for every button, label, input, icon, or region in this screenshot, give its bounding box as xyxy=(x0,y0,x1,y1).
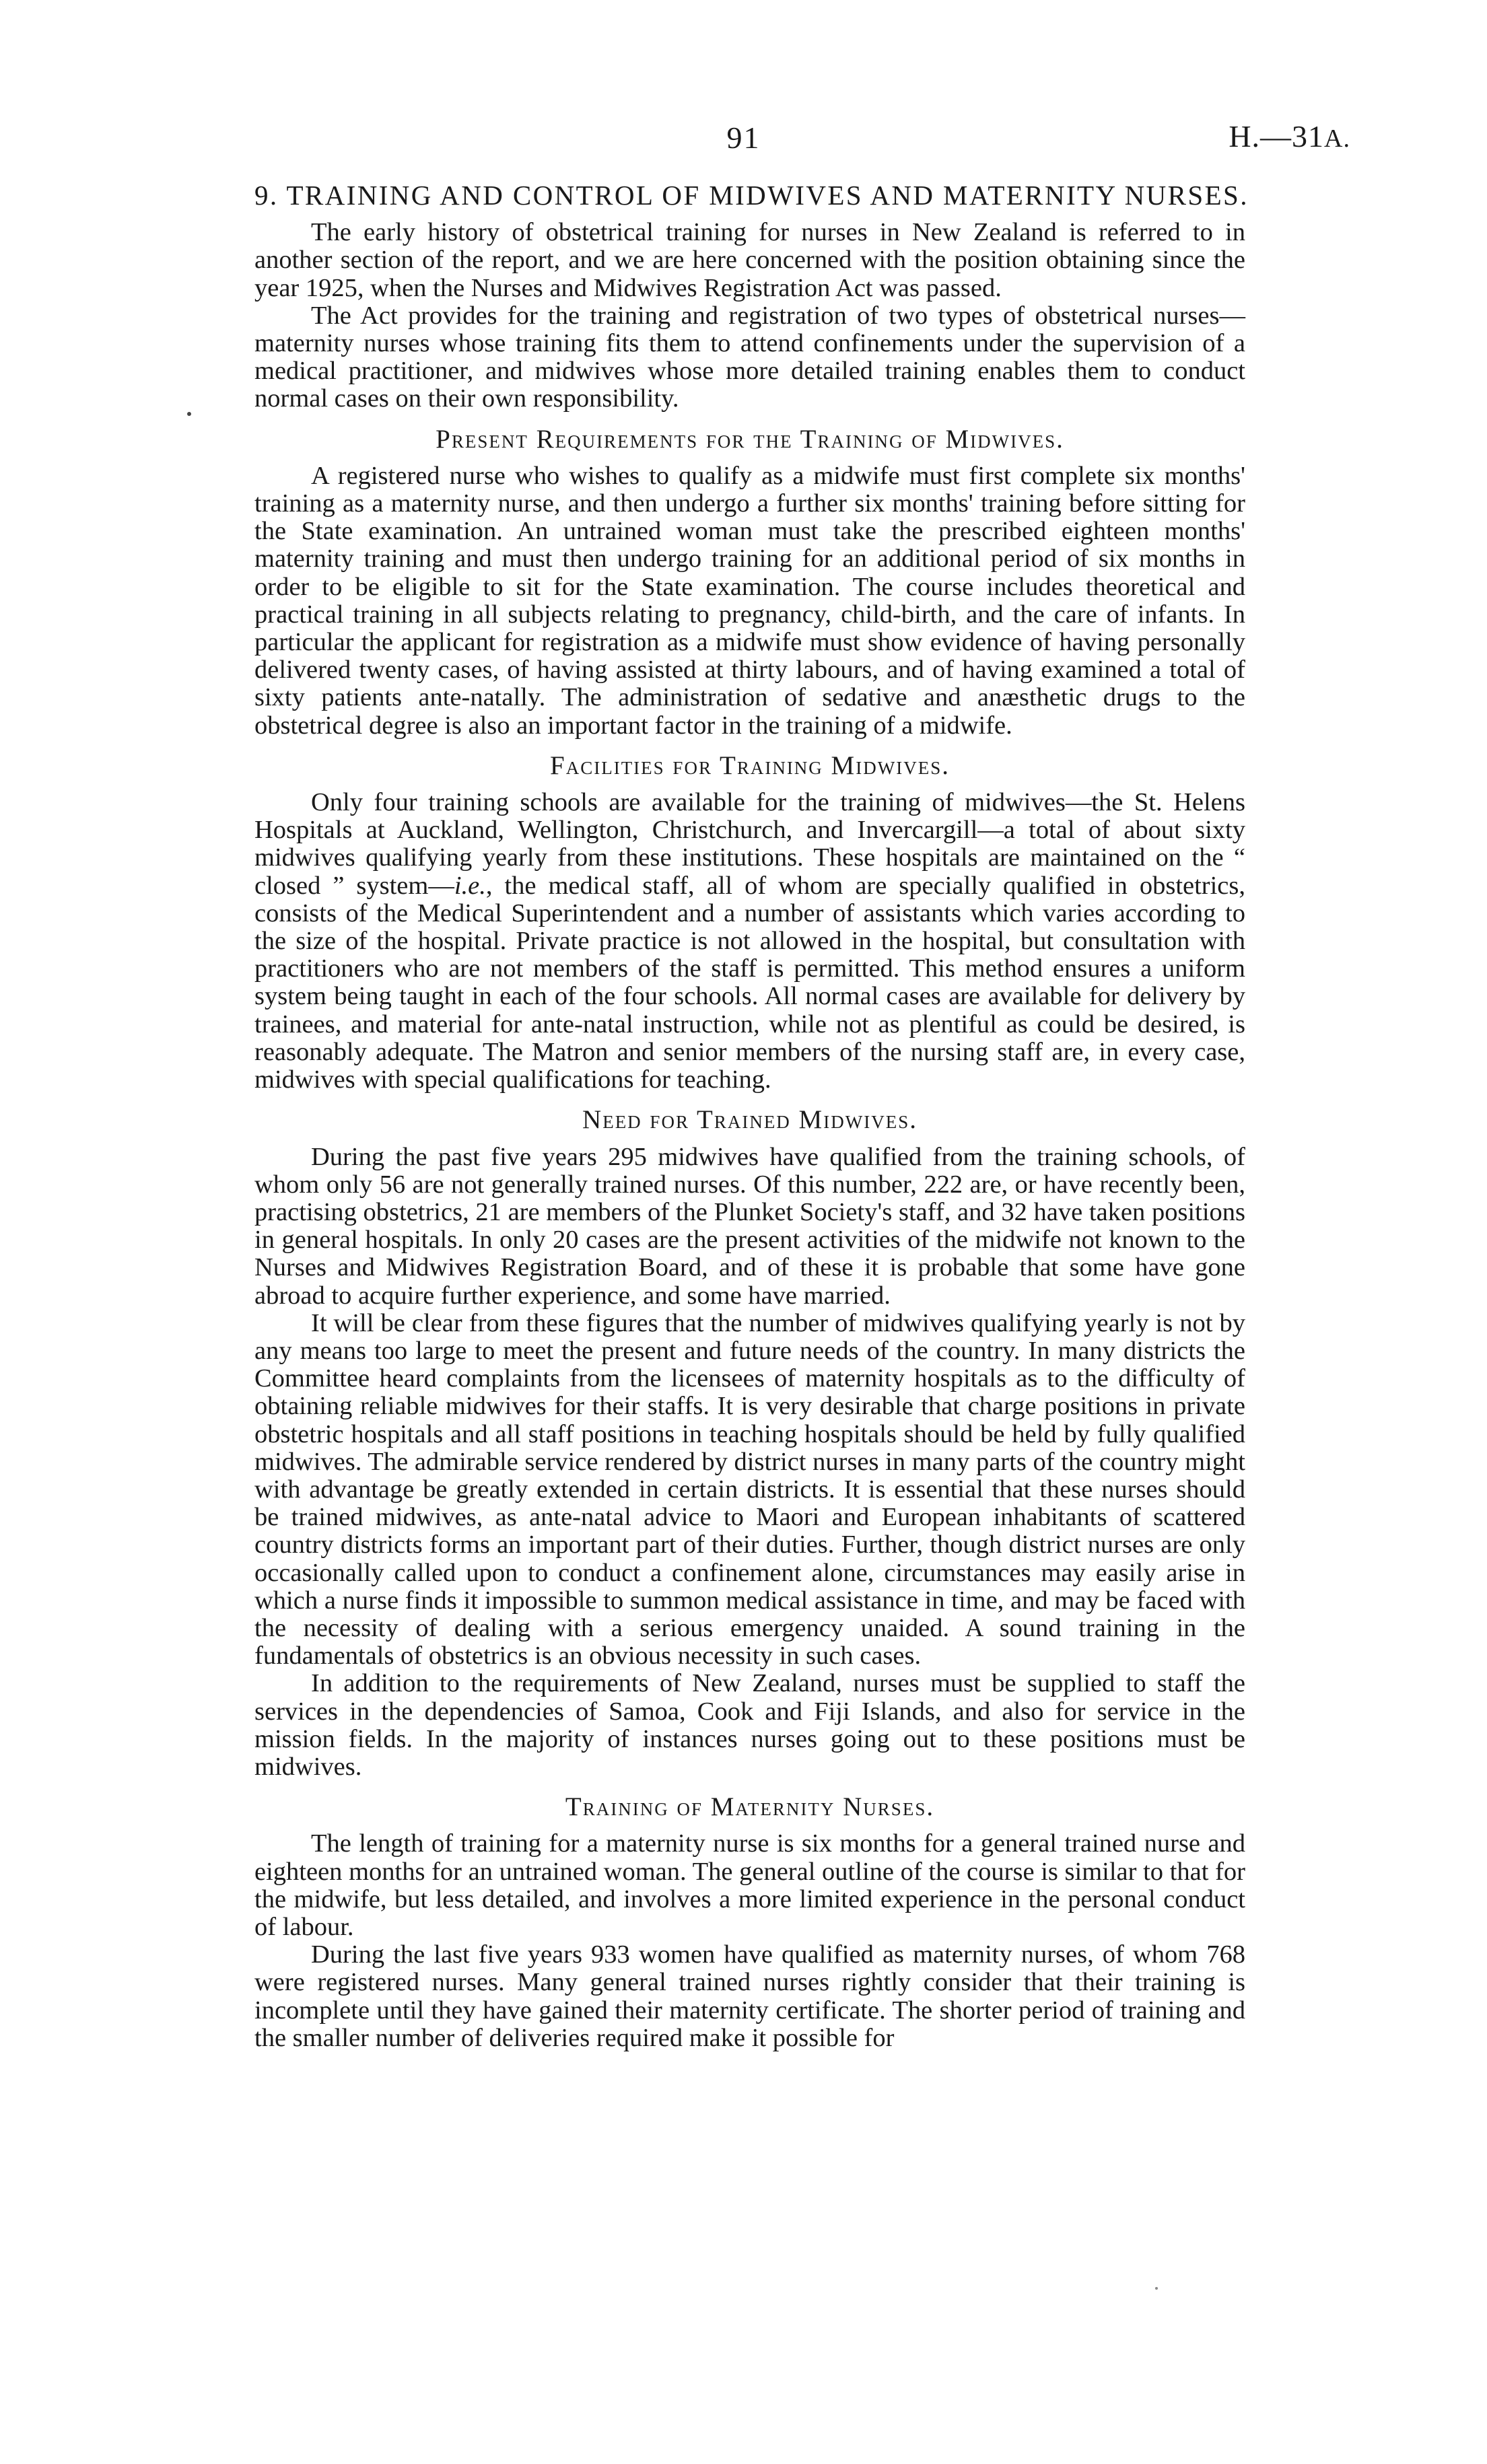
section-title: 9. TRAINING AND CONTROL OF MIDWIVES AND MATERNITY NURSES. xyxy=(254,180,1249,211)
page-body xyxy=(254,180,1249,2052)
page-number: 91 xyxy=(726,120,761,155)
reference-suffix: A. xyxy=(1324,125,1350,153)
heading-maternity-training: Training of Maternity Nurses. xyxy=(565,1792,935,1822)
need-paragraph-2: It will be clear from these figures that the number of midwives qualifying yearly is not by any means too large to meet the present and future needs of the country. In many districts the Committee heard complaints from the licensees of maternity hospitals as to the difficulty of obtaining reliable midwives for their staffs. It is very desirable that charge positions in private obstetric hospitals and all staff positions in teaching hospitals should be held by fully qualified midwives. The admirable service rendered by district nurses in many parts of the country might with advantage be greatly extended in certain districts. It is essential that these nurses should be trained midwives, as ante-natal advice to Maori and European inhabitants of scattered country districts forms an important part of their duties. Further, though district nurses are only occasionally called upon to conduct a confinement alone, circumstances may easily arise in which a nurse finds it impossible to summon medical assistance in time, and may be faced with the necessity of dealing with a serious emergency unaided. A sound training in the fundamentals of obstetrics is an obvious necessity in such cases. xyxy=(254,1308,1245,1670)
maternity-paragraph-1: The length of training for a maternity nurse is six months for a general trained nurse and eighteen months for an untrained woman. The general outline of the course is similar to that for the midwife, but less detailed, and involves a more limited experience in the personal conduct of labour. xyxy=(254,1829,1245,1941)
facilities-paragraph-1 xyxy=(254,789,1245,1094)
need-paragraph-3: In addition to the requirements of New Zealand, nurses must be supplied to staff the services in the dependencies of Samoa, Cook and Fiji Islands, and also for service in the mission fields. In the majority of instances nurses going out to these positions must be midwives. xyxy=(254,1669,1245,1781)
need-paragraph-1: During the past five years 295 midwives have qualified from the training schools, of whom only 56 are not generally trained nurses. Of this number, 222 are, or have recently been, practising obstetrics, 21 are members of the Plunket Society's staff, and 32 have taken positions in general hospitals. In only 20 cases are the present activities of the midwife not known to the Nurses and Midwives Registration Board, and of these it is probable that some have gone abroad to acquire further experience, and some have married. xyxy=(254,1142,1245,1310)
document-reference xyxy=(1229,118,1350,154)
intro-paragraph-1: The early history of obstetrical training for nurses in New Zealand is referred to in another section of the report, and we are here concerned with the position obtaining since the year 1925, when the Nurses and Midwives Registration Act was passed. xyxy=(254,218,1245,302)
facilities-text-part-1: Only four training schools are available for the training of midwives—the St. Helens Hospitals at Auckland, Wellington, Christchurch, and Invercargill—a total of about sixty midwives qualifying yearly from these institutions. These hospitals are maintained on the “ closed ” system— xyxy=(254,788,1245,900)
facilities-text-part-2: , the medical staff, all of whom are specially qualified in obstetrics, consists of the Medical Superintendent and a number of assistants which varies according to the size of the hospital. Private practice is not allowed in the hospital, but consultation with practitioners who are not members of the staff is permitted. This method ensures a uniform system being taught in each of the four schools. All normal cases are available for delivery by trainees, and material for ante-natal instruction, while not as plentiful as could be desired, is reasonably adequate. The Matron and senior members of the nursing staff are, in every case, midwives with special qualifications for teaching. xyxy=(254,871,1246,1094)
reference-prefix: H.—31 xyxy=(1229,119,1325,153)
requirements-paragraph-1: A registered nurse who wishes to qualify as a midwife must first complete six months' training as a maternity nurse, and then undergo a further six months' training before sitting for the State examination. An untrained woman must take the prescribed eighteen months' maternity training and must then undergo training for an additional period of six months in order to be eligible to sit for the State examination. The course includes theoretical and practical training in all subjects relating to pregnancy, child-birth, and the care of infants. In particular the applicant for registration as a midwife must show evidence of having personally delivered twenty cases, of having assisted at thirty labours, and of having examined a total of sixty patients ante-natally. The administration of sedative and anæsthetic drugs to the obstetrical degree is also an important factor in the training of a midwife. xyxy=(254,461,1245,740)
intro-paragraph-2: The Act provides for the training and registration of two types of obstetrical nurses—maternity nurses whose training fits them to attend confinements under the supervision of a medical practitioner, and midwives whose more detailed training enables them to conduct normal cases on their own responsibility. xyxy=(254,301,1245,413)
facilities-italic-ie: i.e. xyxy=(454,871,486,900)
heading-present-requirements: Present Requirements for the Training of Midwives. xyxy=(436,424,1064,454)
margin-dot-mark xyxy=(187,412,191,416)
heading-need-for-midwives: Need for Trained Midwives. xyxy=(582,1105,918,1135)
bottom-dot-mark xyxy=(1155,2287,1158,2290)
maternity-paragraph-2: During the last five years 933 women have qualified as maternity nurses, of whom 768 were registered nurses. Many general trained nurses rightly consider that their training is incomplete until they have gained their maternity certificate. The shorter period of training and the smaller number of deliveries required make it possible for xyxy=(254,1940,1245,2052)
heading-facilities: Facilities for Training Midwives. xyxy=(550,750,950,780)
